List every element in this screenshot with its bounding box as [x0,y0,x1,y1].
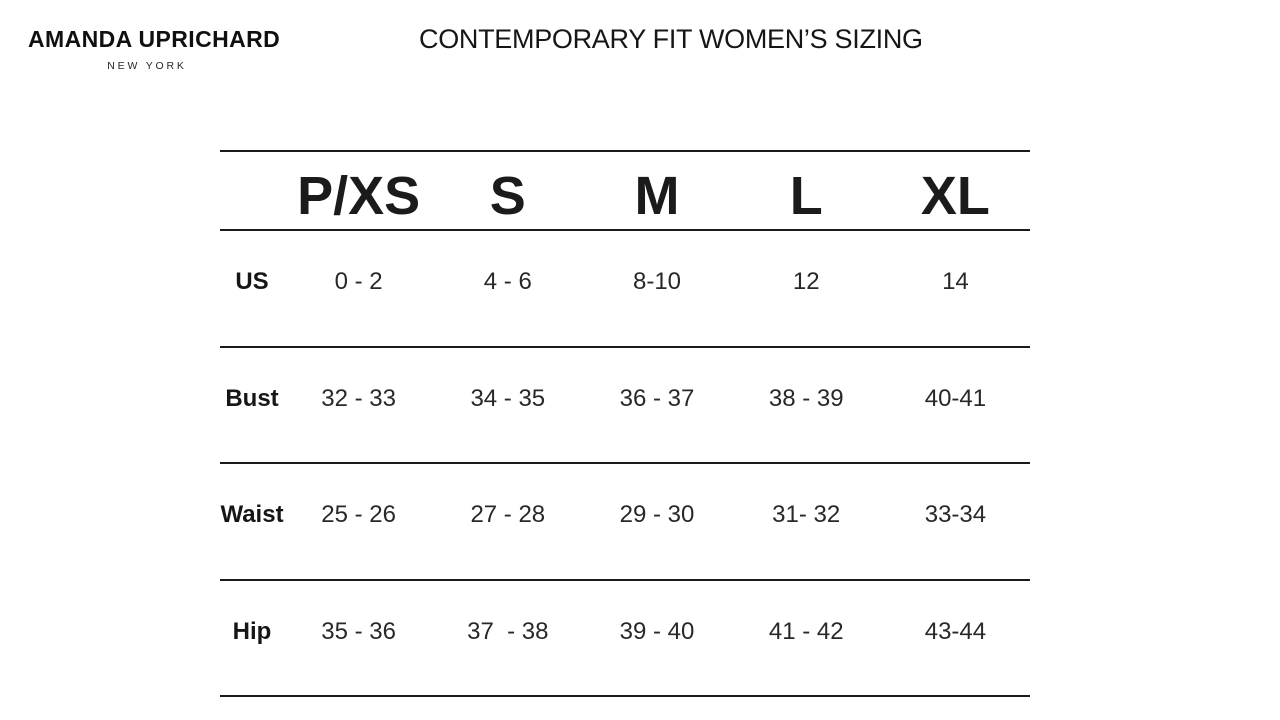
size-value: 41 - 42 [768,617,844,645]
size-table [220,150,1030,697]
size-value: 35 - 36 [321,617,396,645]
size-value: 37 - 38 [467,617,549,645]
table-row-us [220,231,1030,348]
size-value: 31- 32 [772,501,841,529]
row-label: Hip [232,617,272,645]
size-value: 40-41 [924,384,987,412]
table-row-bust [220,348,1030,465]
row-label: Waist [220,501,284,529]
table-row-hip [220,581,1030,698]
table-row-waist [220,464,1030,581]
size-value: 12 [792,268,820,296]
size-value: 14 [942,268,969,296]
size-column-header-pxs: P/XS [297,165,421,226]
size-value: 38 - 39 [768,384,844,412]
size-value: 25 - 26 [321,501,396,529]
size-value: 29 - 30 [619,501,695,529]
size-value: 34 - 35 [470,384,546,412]
size-value: 8-10 [632,268,682,296]
size-column-header-m: M [634,165,680,226]
size-value: 36 - 37 [619,384,695,412]
brand-name: AMANDA UPRICHARD [28,26,281,52]
size-column-header-l: L [789,165,823,226]
size-value: 39 - 40 [619,617,695,645]
size-value: 32 - 33 [321,384,396,412]
size-value: 0 - 2 [334,268,383,296]
size-value: 33-34 [924,501,987,529]
size-column-header-xl: XL [920,165,990,226]
row-label: Bust [225,384,279,412]
size-value: 43-44 [924,617,987,645]
size-table-header-row [220,150,1030,231]
size-value: 27 - 28 [470,501,546,529]
row-label: US [235,268,269,296]
brand-city: NEW YORK [107,60,187,72]
brand-logo [28,26,281,72]
size-value: 4 - 6 [483,268,532,296]
size-column-header-s: S [489,165,526,226]
page-title: CONTEMPORARY FIT WOMEN’S SIZING [419,24,923,54]
